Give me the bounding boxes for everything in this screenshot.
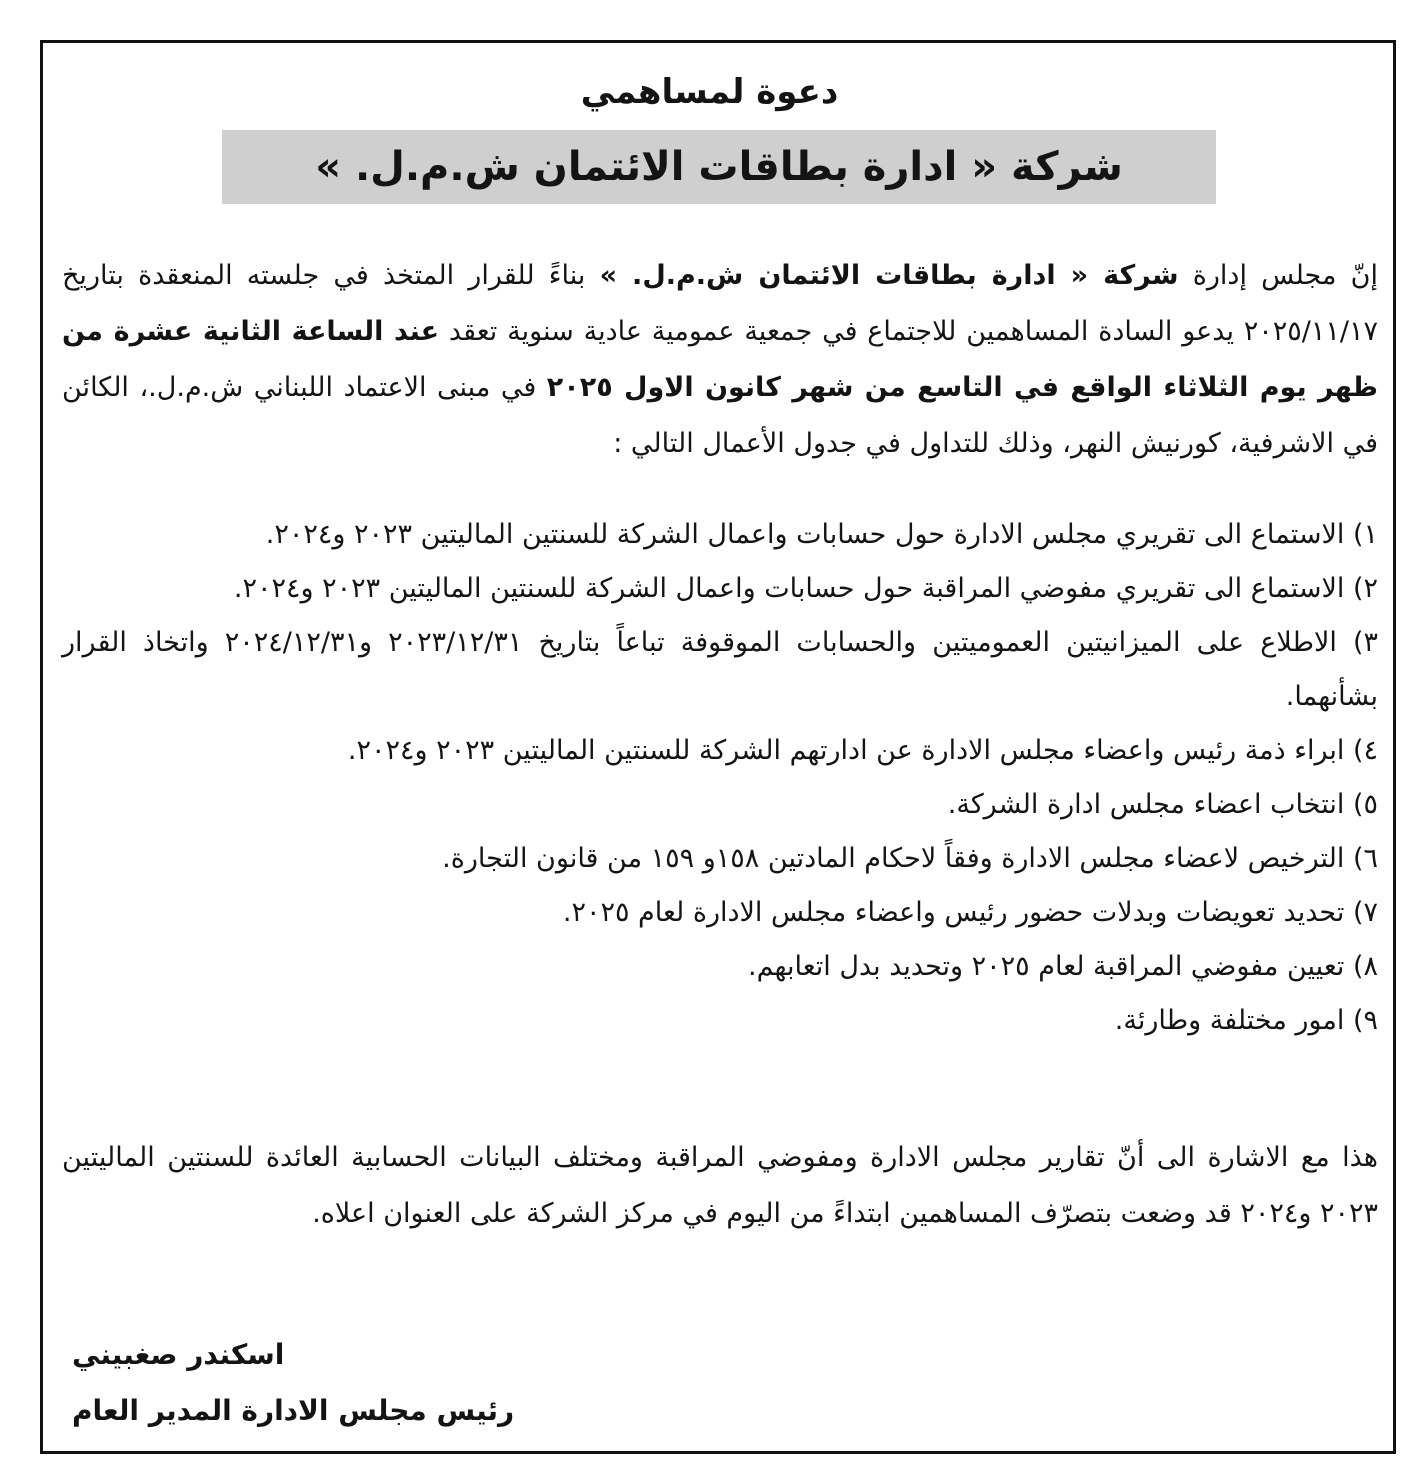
closing-paragraph: هذا مع الاشارة الى أنّ تقارير مجلس الادارة ومفوضي المراقبة ومختلف البيانات الحسابية العائدة للسنتين الماليتين ٢٠٢٣ و٢٠٢٤ قد وضعت بتصرّف المساهمين ابتداءً من اليوم في مركز الشركة على العنوان اعلاه. xyxy=(62,1142,1378,1229)
intro-company-name: شركة « ادارة بطاقات الائتمان ش.م.ل. » xyxy=(599,260,1179,291)
signatory-title: رئيس مجلس الادارة المدير العام xyxy=(72,1394,515,1427)
agenda-item: ٣) الاطلاع على الميزانيتين العموميتين والحسابات الموقوفة تباعاً بتاريخ ٢٠٢٣/١٢/٣١ و٢٠٢٤/١٢/٣١ واتخاذ القرار بشأنهما. xyxy=(62,627,1379,712)
meeting-time: عند الساعة الثانية عشرة من ظهر يوم الثلاثاء الواقع في التاسع من شهر كانون الاول ٢٠٢٥ xyxy=(62,316,1378,403)
agenda-item: ٩) امور مختلفة وطارئة. xyxy=(1114,1005,1378,1036)
intro-text-3: في مبنى الاعتماد اللبناني ش.م.ل.، الكائن في الاشرفية، كورنيش النهر، وذلك للتداول في جدول الأعمال التالي : xyxy=(62,372,1378,459)
agenda-item: ٨) تعيين مفوضي المراقبة لعام ٢٠٢٥ وتحديد بدل اتعابهم. xyxy=(747,951,1378,982)
company-title-band: شركة « ادارة بطاقات الائتمان ش.م.ل. » xyxy=(222,130,1216,204)
signatory-name: اسكندر صغبيني xyxy=(72,1338,285,1371)
agenda-list xyxy=(62,508,1378,1048)
agenda-item: ٥) انتخاب اعضاء مجلس ادارة الشركة. xyxy=(947,789,1378,820)
agenda-item: ٦) الترخيص لاعضاء مجلس الادارة وفقاً لاحكام المادتين ١٥٨و ١٥٩ من قانون التجارة. xyxy=(442,843,1378,874)
intro-text-1: إنّ مجلس إدارة xyxy=(1178,260,1378,291)
intro-text-2: بناءً للقرار المتخذ في جلسته المنعقدة بتاريخ ٢٠٢٥/١١/١٧ يدعو السادة المساهمين للاجتماع في جمعية عمومية عادية سنوية تعقد xyxy=(62,260,1378,347)
agenda-item: ٤) ابراء ذمة رئيس واعضاء مجلس الادارة عن ادارتهم الشركة للسنتين الماليتين ٢٠٢٣ و٢٠٢٤. xyxy=(347,735,1378,766)
agenda-item: ٢) الاستماع الى تقريري مفوضي المراقبة حول حسابات واعمال الشركة للسنتين الماليتين ٢٠٢٣ و٢٠٢٤. xyxy=(233,573,1378,604)
agenda-item: ١) الاستماع الى تقريري مجلس الادارة حول حسابات واعمال الشركة للسنتين الماليتين ٢٠٢٣ و٢٠٢٤. xyxy=(265,519,1378,550)
intro-paragraph xyxy=(62,248,1378,472)
notice-heading: دعوة لمساهمي xyxy=(580,72,839,112)
agenda-item: ٧) تحديد تعويضات وبدلات حضور رئيس واعضاء مجلس الادارة لعام ٢٠٢٥. xyxy=(562,897,1378,928)
